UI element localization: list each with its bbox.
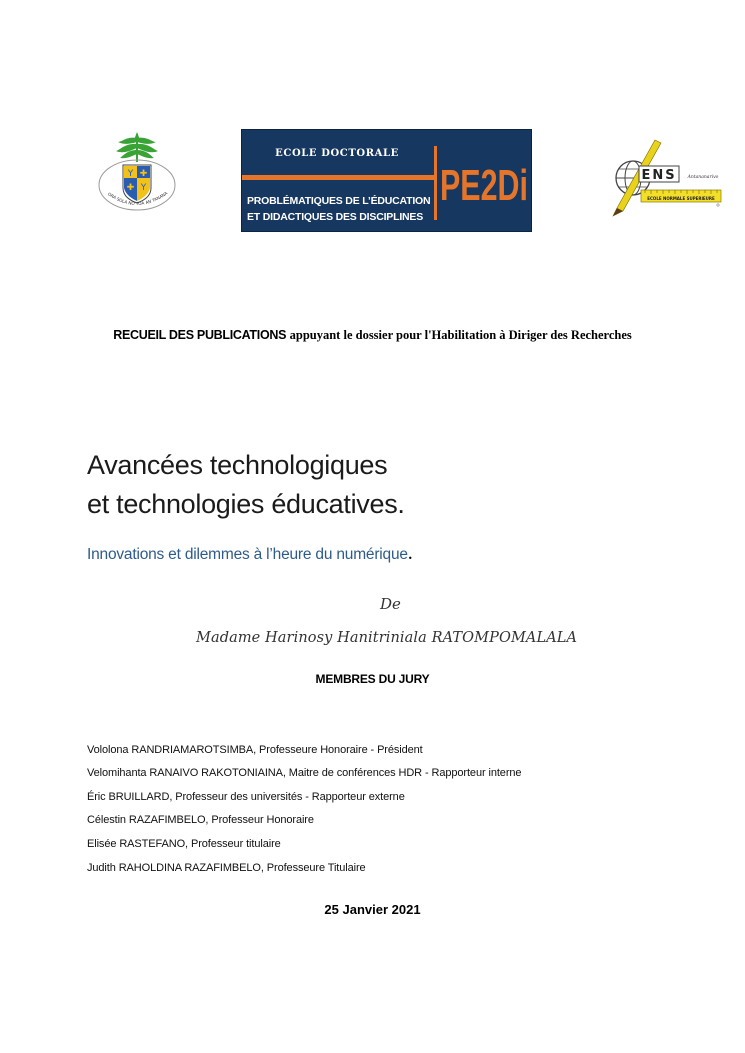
svg-text:Antananarivo: Antananarivo [687,175,719,180]
jury-heading: MEMBRES DU JURY [315,672,430,686]
ecole-doctorale-line1: PROBLÉMATIQUES DE L’ÉDUCATION [247,195,431,207]
svg-text:Y: Y [127,169,134,179]
jury-member: Velomihanta RANAIVO RAKOTONIAINA, Maitre de conférences HDR - Rapporteur interne [87,767,522,779]
ens-globe-icon [611,138,723,220]
recueil-heading [0,328,745,343]
defense-date: 25 Janvier 2021 [324,902,421,917]
jury-member: Judith RAHOLDINA RAZAFIMBELO, Professeure Titulaire [87,862,366,874]
ecole-doctorale-logo [241,129,532,232]
author-prefix: De [380,595,401,613]
subtitle-text: Innovations et dilemmes à l’heure du numérique [87,546,408,563]
university-crest-logo [92,128,182,218]
main-title-line1: Avancées technologiques [87,450,388,480]
author-name: Madame Harinosy Hanitriniala RATOMPOMALALA [196,630,578,646]
pe2di-brand-text: PE2Di [440,161,528,210]
subtitle [87,542,413,565]
jury-member: Célestin RAZAFIMBELO, Professeur Honoraire [87,814,314,826]
subtitle-period: . [407,542,413,564]
pe2di-brand-mark [432,138,532,224]
logo-accent-rule [242,175,434,180]
svg-text:ENS: ENS [641,168,677,183]
ens-logo [611,138,723,220]
jury-member: Éric BRUILLARD, Professeur des universités - Rapporteur externe [87,791,405,803]
svg-text:ECOLE NORMALE SUPERIEURE: ECOLE NORMALE SUPERIEURE [647,196,715,201]
svg-text:Y: Y [140,183,147,193]
jury-member: Elisée RASTEFANO, Professeur titulaire [87,838,281,850]
recueil-bold-text: RECUEIL DES PUBLICATIONS [113,328,287,342]
recueil-rest-text: appuyant le dossier pour l'Habilitation à Diriger des Recherches [289,328,632,342]
jury-member: Vololona RANDRIAMAROTSIMBA, Professeure Honoraire - Président [87,744,423,756]
crest-icon [92,128,182,218]
ecole-doctorale-line2: ET DIDACTIQUES DES DISCIPLINES [247,211,424,223]
ecole-doctorale-title: ECOLE DOCTORALE [275,148,399,159]
main-title-line2: et technologies éducatives. [87,489,405,519]
svg-text:ORA SOLA NO TOA AN TANANA: ORA SOLA NO TOA AN TANANA [106,190,169,207]
svg-text:✚: ✚ [126,183,135,193]
svg-text:✚: ✚ [139,169,148,179]
